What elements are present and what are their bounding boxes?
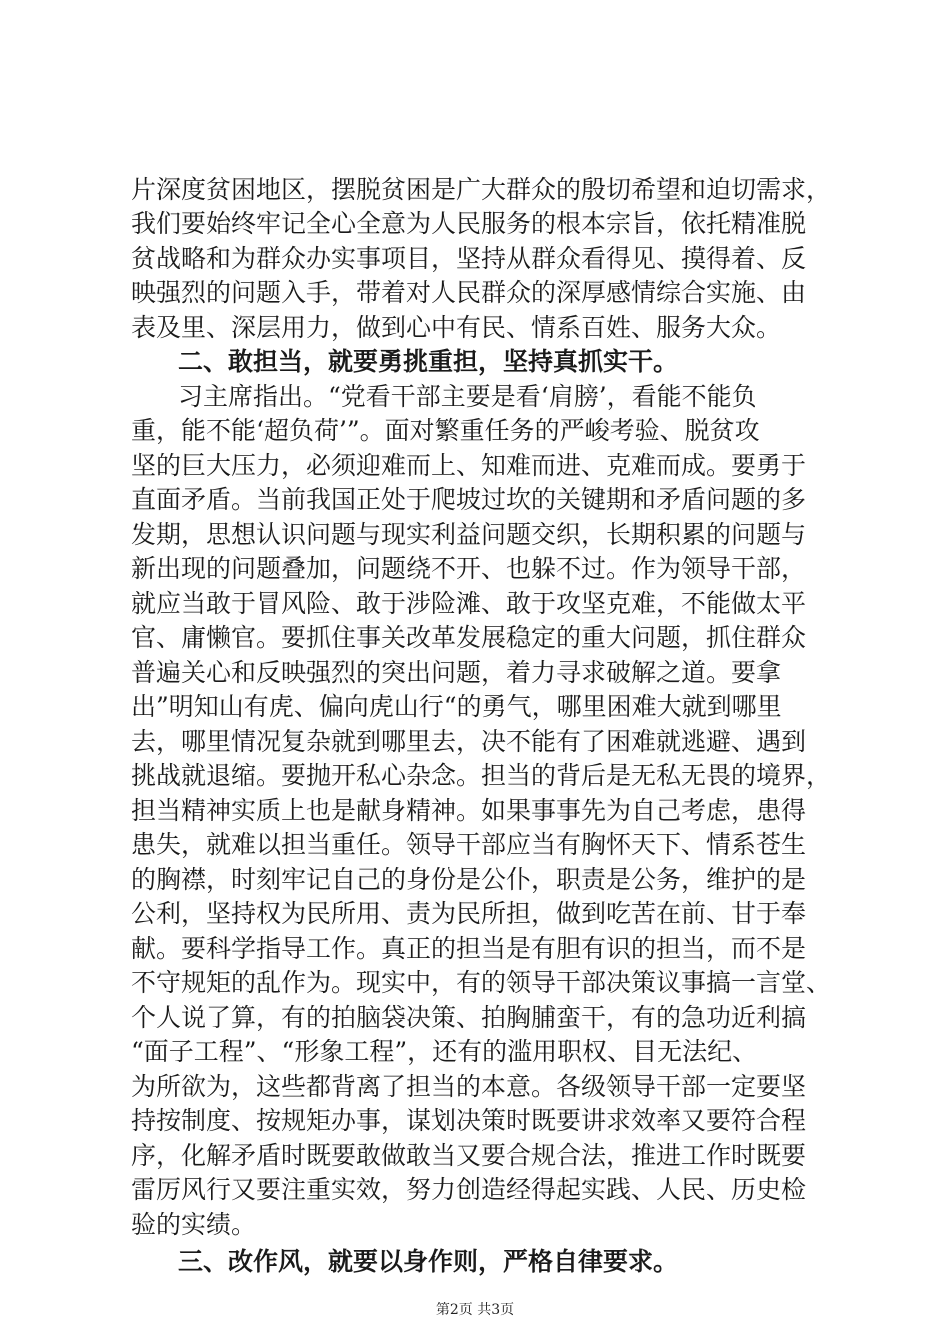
text-line: 坚的巨大压力，必须迎难而上、知难而进、克难而成。要勇于	[131, 451, 807, 480]
text-line: 担当精神实质上也是献身精神。如果事事先为自己考虑，患得	[131, 796, 807, 825]
text-line: 贫战略和为群众办实事项目，坚持从群众看得见、摸得着、反	[131, 244, 807, 273]
page-footer: 第2页 共3页	[435, 1302, 515, 1318]
text-line: 不守规矩的乱作为。现实中，有的领导干部决策议事搞一言堂、	[131, 968, 832, 997]
text-line: 献。要科学指导工作。真正的担当是有胆有识的担当，而不是	[131, 934, 807, 963]
text-line: 发期，思想认识问题与现实利益问题交织，长期积累的问题与	[131, 520, 807, 549]
text-line: 重，能不能‘超负荷’”。面对繁重任务的严峻考验、脱贫攻	[131, 416, 760, 445]
text-line: 公利，坚持权为民所用、责为民所担，做到吃苦在前、甘于奉	[131, 899, 807, 928]
text-line: 新出现的问题叠加，问题绕不开、也躲不过。作为领导干部，	[131, 554, 807, 583]
text-line: 出”明知山有虎、偏向虎山行“的勇气，哪里困难大就到哪里	[131, 692, 782, 721]
text-line: 习主席指出。“党看干部主要是看‘肩膀’，看能不能负	[178, 382, 757, 411]
text-line: 表及里、深层用力，做到心中有民、情系百姓、服务大众。	[131, 313, 782, 342]
text-line: 持按制度、按规矩办事，谋划决策时既要讲求效率又要符合程	[131, 1106, 807, 1135]
text-line: 去，哪里情况复杂就到哪里去，决不能有了困难就逃避、遇到	[131, 727, 807, 756]
text-line: 患失，就难以担当重任。领导干部应当有胸怀天下、情系苍生	[131, 830, 807, 859]
section-heading: 三、改作风，就要以身作则，严格自律要求。	[178, 1247, 679, 1276]
text-line: 雷厉风行又要注重实效，努力创造经得起实践、人民、历史检	[131, 1175, 807, 1204]
text-line: 直面矛盾。当前我国正处于爬坡过坎的关键期和矛盾问题的多	[131, 485, 807, 514]
section-heading: 二、敢担当，就要勇挑重担，坚持真抓实干。	[178, 347, 679, 376]
text-line: 我们要始终牢记全心全意为人民服务的根本宗旨，依托精准脱	[131, 209, 807, 238]
text-line: 个人说了算，有的拍脑袋决策、拍胸脯蛮干，有的急功近利搞	[131, 1003, 807, 1032]
text-line: 官、庸懒官。要抓住事关改革发展稳定的重大问题，抓住群众	[131, 623, 807, 652]
text-line: 片深度贫困地区，摆脱贫困是广大群众的殷切希望和迫切需求，	[131, 175, 832, 204]
text-line: 为所欲为，这些都背离了担当的本意。各级领导干部一定要坚	[131, 1072, 807, 1101]
text-line: 就应当敢于冒风险、敢于涉险滩、敢于攻坚克难，不能做太平	[131, 589, 807, 618]
text-line: 挑战就退缩。要抛开私心杂念。担当的背后是无私无畏的境界，	[131, 761, 832, 790]
text-line: 映强烈的问题入手，带着对人民群众的深厚感情综合实施、由	[131, 278, 807, 307]
text-line: 普遍关心和反映强烈的突出问题，着力寻求破解之道。要拿	[131, 658, 782, 687]
text-line: 验的实绩。	[131, 1210, 257, 1239]
text-line: “面子工程”、“形象工程”，还有的滥用职权、目无法纪、	[131, 1037, 758, 1066]
text-line: 的胸襟，时刻牢记自己的身份是公仆，职责是公务，维护的是	[131, 865, 807, 894]
text-line: 序，化解矛盾时既要敢做敢当又要合规合法，推进工作时既要	[131, 1141, 807, 1170]
